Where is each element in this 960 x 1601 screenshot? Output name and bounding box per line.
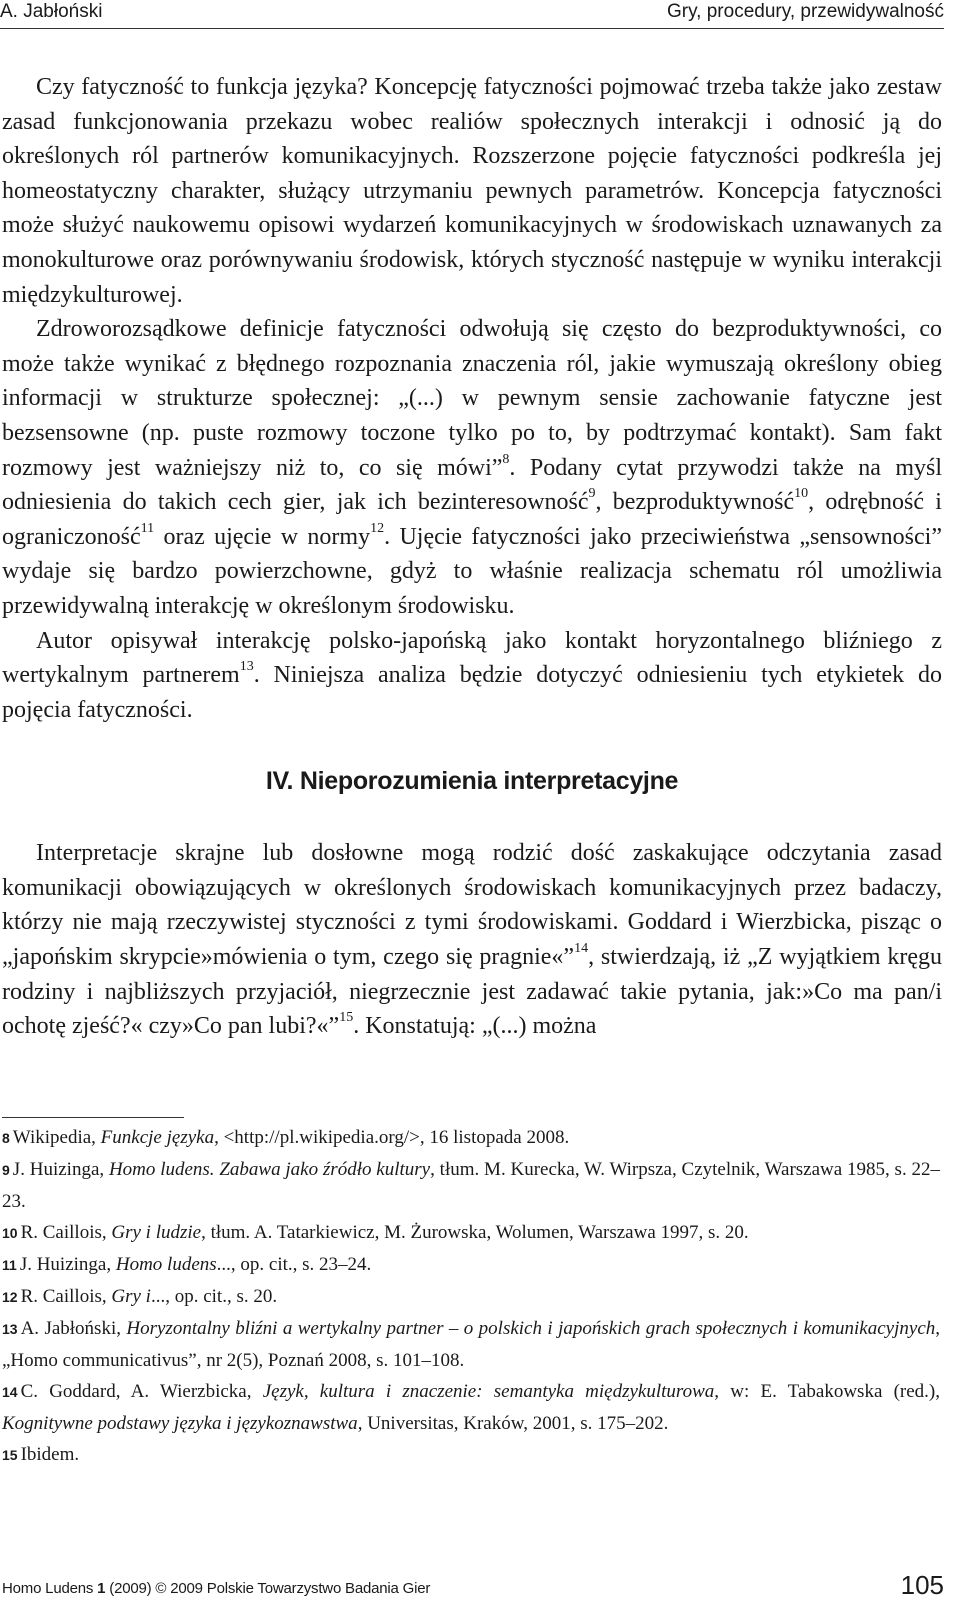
footnote-text: J. Huizinga,: [19, 1254, 116, 1275]
footnote: [2, 1249, 940, 1281]
footnote: [2, 1122, 940, 1154]
footnote-ref[interactable]: 9: [588, 486, 596, 502]
footnote: [2, 1376, 940, 1439]
footnote-text: , tłum. A. Tatarkiewicz, M. Żurowska, Wolumen, Warszawa 1997, s. 20.: [201, 1222, 749, 1243]
footnote-text: C. Goddard, A. Wierzbicka,: [20, 1381, 263, 1402]
footnote-title: Gry i ludzie: [111, 1222, 202, 1243]
footer-journal: [2, 1580, 430, 1597]
paragraph-4: [2, 836, 942, 1044]
footnote-ref[interactable]: 14: [574, 941, 589, 957]
footnote-ref[interactable]: 11: [140, 520, 155, 536]
section-heading: IV. Nieporozumienia interpretacyjne: [265, 767, 679, 796]
paragraph-2-text: , bezproduktywność: [595, 489, 795, 516]
footnote-ref[interactable]: 12: [370, 520, 385, 536]
journal-issue: 1: [97, 1580, 106, 1597]
page-number: 105: [900, 1570, 944, 1600]
paragraph-1-text: Czy fatyczność to funkcja języka? Koncepcję fatyczności pojmować trzeba także jako zestaw zasad funkcjonowania przekazu wobec realiów społecznych interakcji i odnosić ją do określonych ról partnerów komunikacyjnych. Rozszerzone pojęcie fatyczności podkreśla jej homeostatyczny charakter, służący utrzymaniu pewnych parametrów. Koncepcja fatyczności może służyć naukowemu opisowi wydarzeń komunikacyjnych w środowiskach uznawanych za monokulturowe oraz porównywaniu środowisk, których styczność następuje w wyniku interakcji międzykulturowej.: [2, 74, 942, 308]
footnote: [2, 1154, 940, 1217]
paragraph-4-text: Interpretacje skrajne lub dosłowne mogą rodzić dość zaskakujące odczytania zasad komunikacji obowiązujących w określonych środowiskach komunikacyjnych przez badaczy, którzy nie mają rzeczywistej styczności z tymi środowiskami. Goddard i Wierzbicka, pisząc o „japońskim skrypcie»mówienia o tym, czego się pragnie«”: [2, 840, 942, 971]
paragraph-4-text: . Konstatują: „(...) można: [353, 1013, 597, 1040]
paragraph-1: [2, 70, 942, 312]
footnote-text: R. Caillois,: [20, 1222, 112, 1243]
footnote-number: 13: [2, 1321, 18, 1337]
footnote-title: Kognitywne podstawy języka i językoznawstwa: [2, 1413, 358, 1434]
footnote: [2, 1439, 940, 1471]
footnote: [2, 1313, 940, 1376]
footnote-title: Horyzontalny bliźni a wertykalny partner – o polskich i japońskich grach społecznych i komunikacyjnych: [126, 1318, 936, 1339]
footnote-text: ..., op. cit., s. 23–24.: [216, 1254, 372, 1275]
footnote-text: , Universitas, Kraków, 2001, s. 175–202.: [357, 1413, 669, 1434]
main-text: [2, 70, 942, 1044]
footnote-ref[interactable]: 10: [794, 486, 809, 502]
footnote: [2, 1217, 940, 1249]
paragraph-4-text: , stwierdzają, iż „Z wyjątkiem kręgu rodziny i najbliższych przyjaciół, niegrzecznie jest zadawać takie pytania, jak:»Co ma pan/i ochotę zjeść?« czy»Co pan lubi?«”: [2, 944, 942, 1040]
footnote-number: 15: [2, 1447, 18, 1463]
journal-copyright: (2009) © 2009 Polskie Towarzystwo Badania Gier: [109, 1580, 431, 1597]
footnote-title: Funkcje języka: [100, 1127, 215, 1148]
header-rule: [0, 28, 944, 29]
footnote-ref[interactable]: 13: [239, 659, 254, 675]
footnote-text: , <http://pl.wikipedia.org/>, 16 listopada 2008.: [214, 1127, 570, 1148]
paragraph-2-text: . Podany cytat przywodzi także na myśl odniesienia do takich cech gier, jak ich bezinteresowność: [2, 454, 942, 516]
footnote-number: 14: [2, 1384, 18, 1400]
footnote-title: Homo ludens. Zabawa jako źródło kultury: [108, 1159, 431, 1180]
running-header: [0, 0, 960, 30]
footnote: [2, 1281, 940, 1313]
footnote-text: , w: E. Tabakowska (red.),: [714, 1381, 941, 1402]
footnote-ref[interactable]: 15: [339, 1010, 354, 1026]
footnote-number: 10: [2, 1225, 18, 1241]
footnote-text: , tłum. M. Kurecka, W. Wirpsza, Czytelnik, Warszawa 1985, s. 22–23.: [2, 1159, 941, 1212]
paragraph-3-text: . Niniejsza analiza będzie dotyczyć odniesieniu tych etykietek do pojęcia fatyczności.: [2, 662, 942, 723]
paragraph-3: [2, 624, 942, 728]
footnote-text: Ibidem.: [20, 1444, 80, 1465]
footnote-text: , „Homo communicativus”, nr 2(5), Poznań 2008, s. 101–108.: [2, 1318, 941, 1371]
paragraph-2-text: , odrębność i ograniczoność: [2, 489, 942, 550]
paragraph-2-text: Zdroworozsądkowe definicje fatyczności odwołują się często do bezproduktywności, co może także wynikać z błędnego rozpoznania znaczenia ról, jakie wymuszają określony obieg informacji w strukturze społecznej: „(...) w pewnym sensie zachowanie fatyczne jest bezsensowne (np. puste rozmowy toczone tylko po to, by podtrzymać kontakt). Sam fakt rozmowy jest ważniejszy niż to, co się mówi”: [2, 316, 942, 481]
paragraph-2-text: oraz ujęcie w normy: [154, 523, 371, 550]
footnote-title: Gry i: [111, 1286, 151, 1307]
footnote-title: Homo ludens: [115, 1254, 217, 1275]
header-title: Gry, procedury, przewidywalność: [666, 1, 944, 22]
footnote-text: J. Huizinga,: [12, 1159, 109, 1180]
footnote-number: 12: [2, 1289, 18, 1305]
footnotes: [2, 1122, 940, 1471]
footnote-ref[interactable]: 8: [502, 451, 510, 467]
footnote-text: A. Jabłoński,: [20, 1318, 127, 1339]
footnote-text: Wikipedia,: [12, 1127, 101, 1148]
header-author: A. Jabłoński: [0, 1, 103, 22]
paragraph-2: [2, 312, 942, 623]
footnote-number: 9: [2, 1162, 10, 1178]
footnote-number: 8: [2, 1130, 10, 1146]
footnote-title: Język, kultura i znaczenie: semantyka międzykulturowa: [262, 1381, 715, 1402]
footnote-text: R. Caillois,: [20, 1286, 112, 1307]
paragraph-2-text: . Ujęcie fatyczności jako przeciwieństwa „sensowności” wydaje się bardzo powierzchowne, gdyż to właśnie realizacja schematu ról umożliwia przewidywalną interakcję w określonym środowisku.: [2, 523, 942, 619]
paragraph-3-text: Autor opisywał interakcję polsko-japońską jako kontakt horyzontalnego bliźniego z wertykalnym partnerem: [2, 627, 942, 689]
footnote-separator: [2, 1117, 184, 1118]
journal-name: Homo Ludens: [2, 1580, 94, 1597]
footnote-text: ..., op. cit., s. 20.: [150, 1286, 278, 1307]
footnote-number: 11: [2, 1257, 17, 1273]
